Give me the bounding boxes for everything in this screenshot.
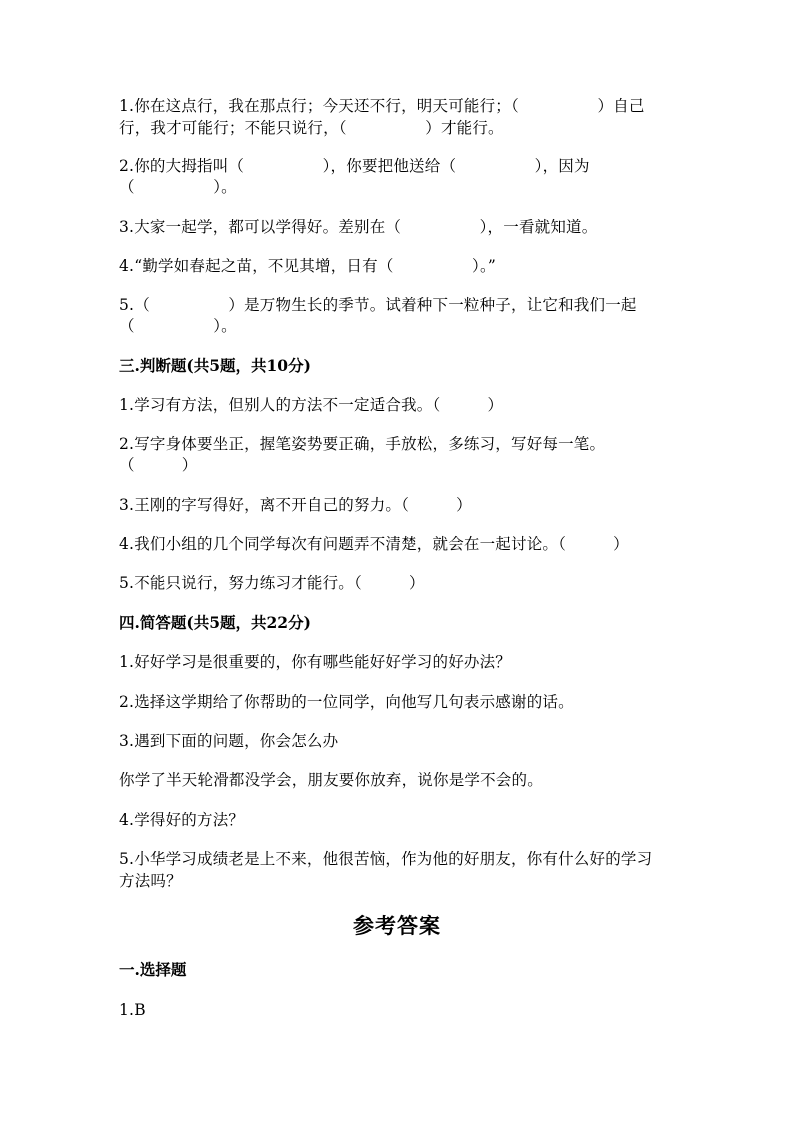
fill-q1-line1: 1.你在这点行，我在那点行；今天还不行，明天可能行；（ ）自己 [119,97,645,115]
judge-section-heading: 三.判断题(共5题，共10分) [119,356,311,375]
judge-q5: 5.不能只说行，努力练习才能行。（ ） [119,574,425,592]
short-q5-line1: 5.小华学习成绩老是上不来，他很苦恼，作为他的好朋友，你有什么好的学习 [119,850,653,868]
short-q1: 1.好好学习是很重要的，你有哪些能好好学习的好办法？ [119,653,511,671]
short-q3: 3.遇到下面的问题，你会怎么办 [119,732,339,750]
fill-q4-line1: 4.“勤学如春起之苗，不见其增，日有（ ）。” [119,257,497,275]
fill-q3-line1: 3.大家一起学，都可以学得好。差别在（ ），一看就知道。 [119,218,598,236]
fill-q1-line2: 行，我才可能行；不能只说行，（ ）才能行。 [119,119,504,137]
answer-key-title: 参考答案 [353,913,441,938]
short-q4: 4.学得好的方法？ [119,811,245,829]
fill-q5-line1: 5.（ ）是万物生长的季节。试着种下一粒种子，让它和我们一起 [119,296,637,314]
answer-section1-heading: 一.选择题 [119,960,187,979]
fill-q2-line2: （ ）。 [119,178,237,196]
short-q2: 2.选择这学期给了你帮助的一位同学，向他写几句表示感谢的话。 [119,693,574,711]
fill-q2-line1: 2.你的大拇指叫（ ），你要把他送给（ ），因为 [119,157,590,175]
judge-q2-line1: 2.写字身体要坐正，握笔姿势要正确，手放松，多练习，写好每一笔。 [119,435,606,453]
judge-q1: 1.学习有方法，但别人的方法不一定适合我。（ ） [119,396,504,414]
short-q3-detail: 你学了半天轮滑都没学会，朋友要你放弃，说你是学不会的。 [119,771,543,789]
answer-item-1: 1.B [119,1001,146,1019]
judge-q4: 4.我们小组的几个同学每次有问题弄不清楚，就会在一起讨论。（ ） [119,535,629,553]
short-q5-line2: 方法吗？ [119,872,182,890]
judge-q3: 3.王刚的字写得好，离不开自己的努力。（ ） [119,496,472,514]
fill-q5-line2: （ ）。 [119,317,237,335]
short-answer-section-heading: 四.简答题(共5题，共22分) [119,613,311,632]
judge-q2-line2: （ ） [119,456,198,474]
